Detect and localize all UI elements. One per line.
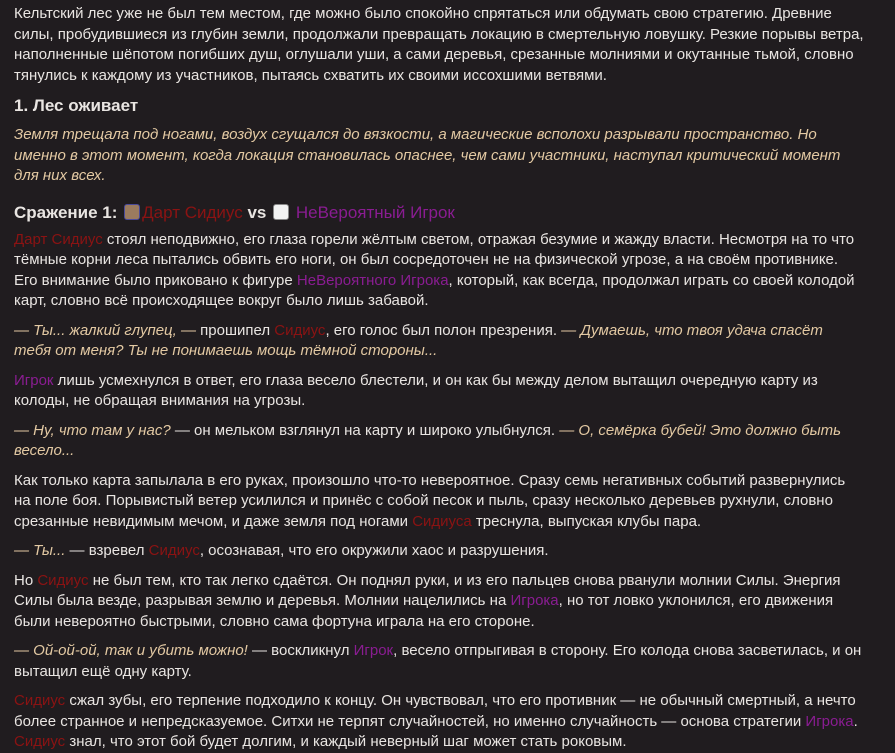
name-player: Игрок — [14, 371, 54, 389]
name-sidious: Дарт Сидиус — [14, 230, 103, 248]
name-player: НеВероятного Игрока — [296, 271, 449, 289]
text: — взревел — [65, 542, 149, 559]
paragraph-3 — [14, 371, 864, 412]
paragraph-5 — [14, 471, 864, 533]
text: треснула, выпуская клубы пара. — [471, 512, 702, 530]
versus-label: vs — [247, 202, 267, 222]
name-sidious: Сидиус — [14, 692, 66, 709]
name-player: Игрок — [353, 642, 394, 659]
dialogue: — Ой-ой-ой, так и убить можно! — [14, 642, 248, 659]
fighter-player: НеВероятный Игрок — [295, 202, 455, 222]
name-sidious: Сидиус — [14, 733, 66, 750]
paragraph-9 — [14, 691, 864, 753]
text: , осознавая, что его окружили хаос и разрушения. — [199, 542, 549, 559]
battle-prefix: Сражение 1: — [14, 202, 118, 222]
dialogue: — Ну, что там у нас? — [14, 421, 171, 439]
text: — воскликнул — [247, 642, 354, 659]
text: сжал зубы, его терпение подходило к концу. Он чувствовал, что его противник — не обычный смертный, а нечто более странное и непредсказуемое. Ситхи не терпят случайностей, но именно случайность — основа стратегии — [14, 692, 856, 730]
paragraph-6 — [14, 541, 864, 562]
dice-emoji-icon — [273, 204, 289, 220]
section-italic-paragraph: Земля трещала под ногами, воздух сгущался до вязкости, а магические всполохи разрывали пространство. Но именно в этот момент, когда локация становилась опаснее, чем сами участники, наступал критический момент для них всех. — [14, 126, 841, 184]
paragraph-1 — [14, 230, 864, 312]
text: знал, что этот бой будет долгим, и каждый неверный шаг может стать роковым. — [65, 733, 627, 750]
text: — он мельком взглянул на карту и широко улыбнулся. — [170, 421, 560, 439]
text: , который, как всегда, продолжал играть со своей колодой карт, словно всё происходящее вокруг было лишь забавой. — [14, 271, 855, 309]
name-player: Игрока — [510, 592, 559, 609]
text: . — [853, 712, 858, 730]
dialogue: — Думаешь, что твоя удача спасёт тебя от меня? Ты не понимаешь мощь тёмной стороны... — [14, 321, 823, 359]
text: , его голос был полон презрения. — [325, 321, 562, 339]
text: Но — [14, 571, 38, 589]
dialogue: — Ты... — [14, 542, 66, 559]
text: стоял неподвижно, его глаза горели жёлтым светом, отражая безумие и жажду власти. Несмотря на то что тёмные корни леса пытались обвить его ноги, он был сосредоточен не на физической угрозе, а на своём противнике. Его внимание было приковано к фигуре — [14, 230, 855, 289]
text: лишь усмехнулся в ответ, его глаза весело блестели, и он как бы между делом вытащил очередную карту из колоды, не обращая внимания на угрозы. — [14, 371, 818, 409]
name-player: Игрока — [805, 712, 854, 730]
intro-paragraph: Кельтский лес уже не был тем местом, где можно было спокойно спрятаться или обдумать свою стратегию. Древние силы, пробудившиеся из глубин земли, продолжали превращать локацию в смертельную ловушку. Резкие порывы ветра, наполненные шёпотом погибших душ, оглушали уши, а сами деревья, срезанные молниями и окутанные тьмой, словно тянулись к каждому из участников, пытаясь схватить их своими иссохшими ветвями. — [14, 5, 864, 84]
text: Как только карта запылала в его руках, произошло что-то невероятное. Сразу семь негативных событий развернулись на поле боя. Порывистый ветер усилился и принёс с собой песок и пыль, сразу несколько деревьев рухнули, словно срезанные невидимым мечом, и даже земля под ногами — [14, 471, 846, 530]
name-sidious: Сидиуса — [412, 512, 472, 530]
paragraph-7 — [14, 571, 864, 633]
text: прошипел — [195, 321, 275, 339]
paragraph-2 — [14, 321, 864, 362]
dialogue: — О, семёрка бубей! Это должно быть весело... — [14, 421, 841, 459]
dialogue: — Ты... жалкий глупец, — — [14, 321, 196, 339]
sith-emoji-icon — [124, 204, 140, 220]
section-title: 1. Лес оживает — [14, 96, 139, 115]
paragraph-8 — [14, 641, 864, 682]
name-sidious: Сидиус — [148, 542, 200, 559]
paragraph-4 — [14, 421, 864, 462]
fighter-sidious: Дарт Сидиус — [142, 202, 243, 222]
name-sidious: Сидиус — [274, 321, 326, 339]
name-sidious: Сидиус — [37, 571, 89, 589]
battle-heading — [14, 202, 864, 224]
text: не был тем, кто так легко сдаётся. Он поднял руки, и из его пальцев снова рванули молнии Силы. Энергия Силы была везде, разрывая землю и деревья. Молнии нацелились на — [14, 571, 841, 609]
text: , весело отпрыгивая в сторону. Его колода снова засветилась, и он вытащил ещё одну карту. — [14, 642, 862, 680]
text: , но тот ловко уклонился, его движения были невероятно быстрыми, словно сама фортуна играла на его стороне. — [14, 592, 834, 630]
